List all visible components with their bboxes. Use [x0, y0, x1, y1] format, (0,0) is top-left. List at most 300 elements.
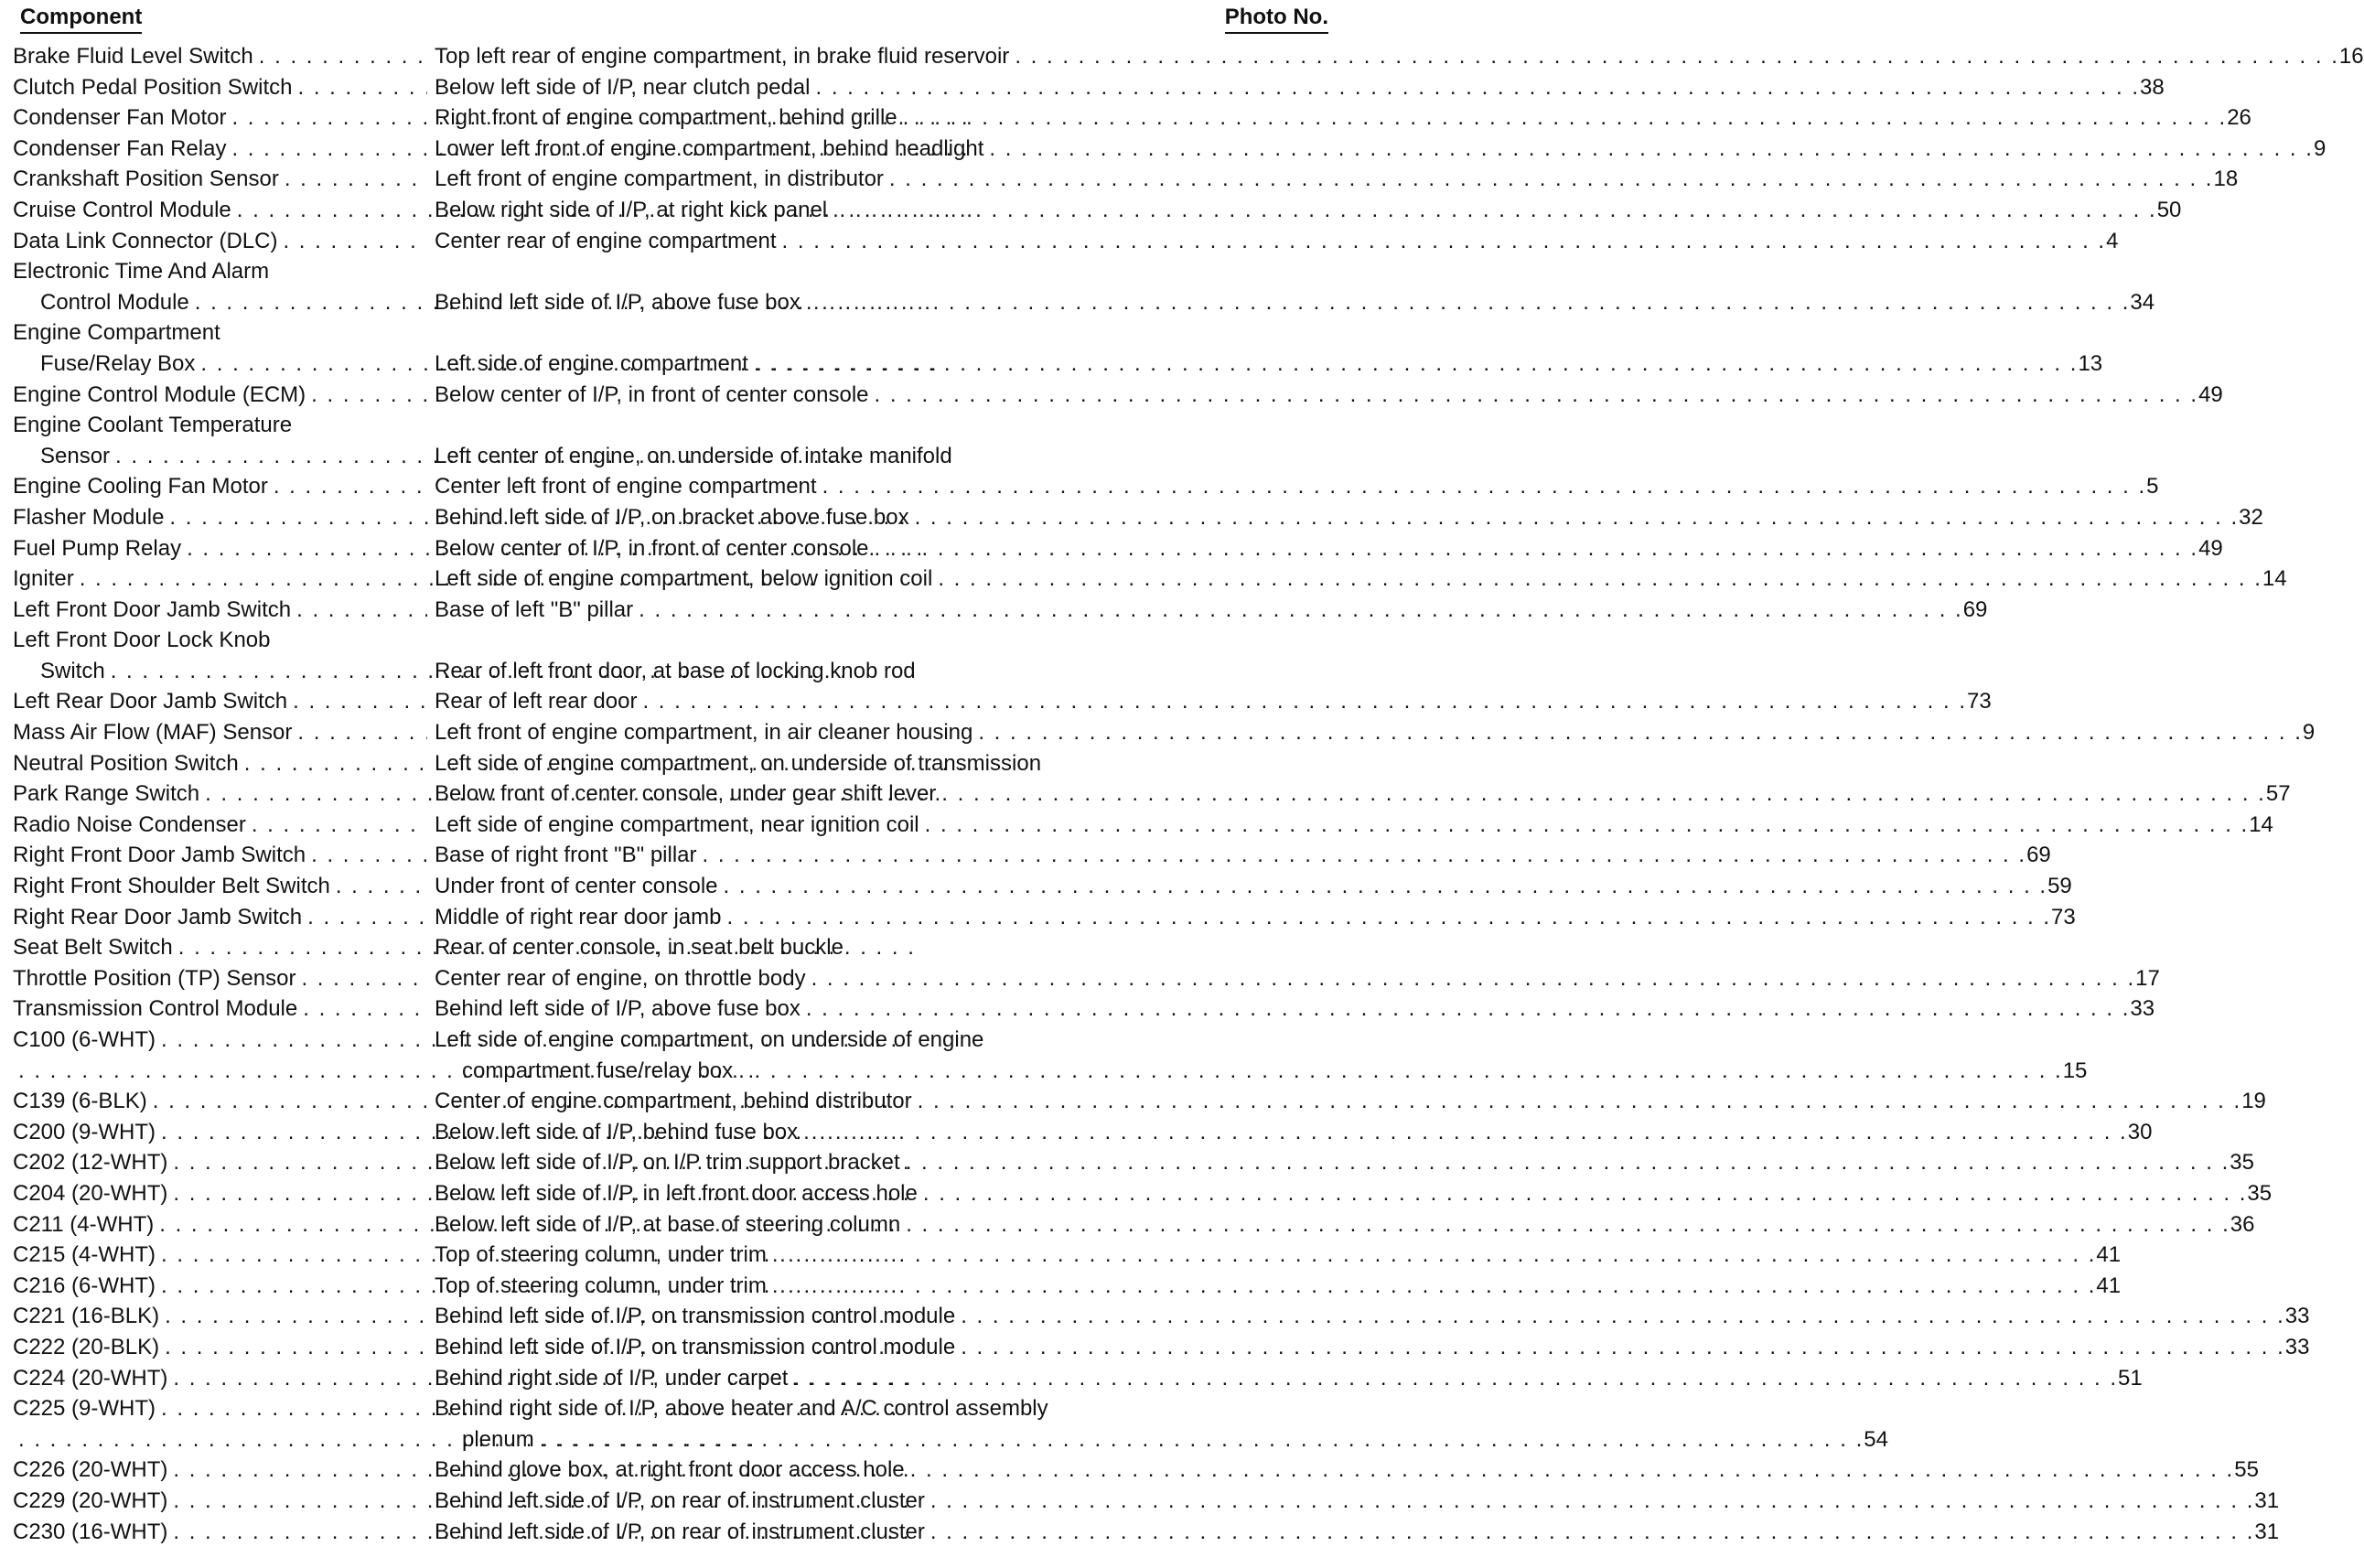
dot-leader	[921, 656, 1292, 687]
dot-leader	[910, 1455, 2235, 1486]
component-name: C216 (6-WHT)	[13, 1273, 156, 1298]
dot-leader	[849, 932, 1292, 963]
location-cell	[427, 1517, 2254, 1548]
table-row	[13, 226, 2119, 257]
location-text: Center rear of engine, on throttle body	[435, 965, 806, 991]
location-text: Left center of engine, on underside of intake manifold	[435, 443, 952, 468]
table-row	[13, 72, 2165, 103]
table-row	[13, 1178, 2273, 1209]
table-row	[13, 1424, 1888, 1455]
location-cell	[427, 226, 2106, 257]
table-row	[13, 441, 1328, 472]
dot-leader	[275, 625, 427, 656]
component-cell	[13, 810, 427, 841]
component-name: Engine Control Module (ECM)	[13, 381, 306, 407]
component-name: Clutch Pedal Position Switch	[13, 74, 293, 100]
table-row	[13, 164, 2239, 195]
component-name: Left Front Door Jamb Switch	[13, 596, 292, 622]
location-cell	[427, 1424, 1864, 1455]
location-text: Middle of right rear door jamb	[435, 904, 722, 929]
component-cell	[13, 871, 427, 902]
table-row	[13, 1025, 1328, 1056]
location-text: Behind left side of I/P, above fuse box	[435, 996, 801, 1022]
component-cell	[13, 1363, 427, 1394]
location-cell	[427, 932, 1292, 963]
location-cell	[427, 349, 2078, 380]
photo-number: 18	[2213, 166, 2239, 192]
dot-leader	[296, 595, 427, 626]
dot-leader	[938, 564, 2262, 595]
dot-leader	[307, 902, 427, 933]
location-text: Left side of engine compartment, on underside of engine	[435, 1027, 984, 1052]
photo-number: 9	[2313, 135, 2326, 161]
component-name: Cruise Control Module	[13, 197, 231, 222]
component-cell	[13, 226, 427, 257]
component-cell	[13, 1301, 427, 1332]
component-name: C215 (4-WHT)	[13, 1242, 156, 1268]
photo-number	[1292, 256, 1328, 287]
dot-leader	[978, 717, 2303, 748]
table-row	[13, 595, 1988, 626]
location-text: compartment fuse/relay box	[462, 1058, 734, 1083]
photo-number: 33	[2284, 1334, 2310, 1359]
photo-number: 50	[2156, 197, 2182, 222]
component-name: Crankshaft Position Sensor	[13, 166, 279, 192]
dot-leader	[822, 471, 2147, 502]
component-name: Neutral Position Switch	[13, 750, 239, 776]
photo-number: 14	[2262, 566, 2287, 592]
component-name: Control Module	[40, 289, 189, 315]
dot-leader	[989, 1025, 1292, 1056]
location-text: Right front of engine compartment, behind grille	[435, 105, 897, 131]
table-row	[13, 1332, 2310, 1363]
photo-number-column-header: Photo No.	[1225, 4, 1328, 34]
location-text: Behind right side of I/P, above heater and A/C control assembly	[435, 1396, 1048, 1422]
photo-number	[1292, 410, 1328, 441]
location-cell	[427, 902, 2051, 933]
photo-number: 51	[2118, 1365, 2143, 1391]
table-row	[13, 902, 2076, 933]
photo-number: 35	[2247, 1180, 2273, 1206]
dot-leader	[1047, 748, 1292, 779]
location-cell	[427, 1056, 2063, 1087]
component-cell	[13, 41, 427, 72]
dot-leader	[301, 963, 427, 994]
dot-leader	[833, 195, 2157, 226]
dot-leader	[941, 779, 2266, 810]
component-cell	[13, 686, 427, 717]
component-name: Transmission Control Module	[13, 996, 298, 1022]
location-text: Below center of I/P, in front of center console	[435, 381, 869, 407]
location-text: Top of steering column, under trim	[435, 1273, 767, 1298]
component-name: Right Front Shoulder Belt Switch	[13, 874, 330, 899]
component-cell	[13, 1517, 427, 1548]
table-row	[13, 1271, 2122, 1302]
component-name: Seat Belt Switch	[13, 935, 173, 961]
component-name: Data Link Connector (DLC)	[13, 228, 278, 253]
dot-leader	[285, 164, 427, 195]
table-row	[13, 993, 2155, 1025]
photo-number: 15	[2062, 1058, 2088, 1083]
location-text: Behind left side of I/P, above fuse box	[435, 289, 801, 315]
dot-leader	[958, 441, 1292, 472]
location-cell	[427, 1486, 2254, 1517]
dot-leader	[303, 993, 427, 1025]
component-cell	[13, 595, 427, 626]
table-body	[13, 41, 2364, 1547]
location-cell	[427, 871, 2047, 902]
dot-leader	[440, 410, 1292, 441]
table-row	[13, 349, 2103, 380]
component-name: Fuse/Relay Box	[40, 350, 196, 376]
component-cell	[13, 533, 427, 564]
location-cell	[427, 1332, 2285, 1363]
dot-leader	[961, 1332, 2285, 1363]
location-cell	[427, 164, 2213, 195]
location-cell	[427, 533, 2198, 564]
table-row	[13, 471, 2159, 502]
photo-number: 73	[2051, 904, 2076, 929]
component-cell	[13, 256, 427, 287]
location-cell	[427, 195, 2157, 226]
dot-leader	[440, 317, 1292, 349]
component-name: Radio Noise Condenser	[13, 811, 246, 837]
table-row	[13, 686, 1992, 717]
location-text: Lower left front of engine compartment, behind headlight	[435, 135, 984, 161]
photo-number: 19	[2241, 1089, 2266, 1114]
component-name: Condenser Fan Motor	[13, 105, 227, 131]
table-row	[13, 380, 2223, 411]
photo-number: 31	[2254, 1487, 2280, 1513]
location-cell	[427, 134, 2314, 165]
component-name: C100 (6-WHT)	[13, 1027, 156, 1052]
component-cell	[13, 1178, 427, 1209]
photo-number: 36	[2230, 1211, 2255, 1237]
component-name: Right Front Door Jamb Switch	[13, 843, 306, 868]
location-text: Left front of engine compartment, in air cleaner housing	[435, 720, 973, 746]
component-cell	[13, 1240, 427, 1271]
location-cell	[427, 256, 1292, 287]
dot-leader	[440, 625, 1292, 656]
location-text: Left front of engine compartment, in distributor	[435, 166, 884, 192]
photo-number: 69	[1962, 596, 1988, 622]
location-text: Below front of center console, under gear shift lever	[435, 781, 937, 807]
component-cell	[13, 134, 427, 165]
dot-leader	[772, 1271, 2097, 1302]
dot-leader	[961, 1301, 2285, 1332]
table-row	[13, 1240, 2122, 1271]
dot-leader	[903, 102, 2228, 134]
location-cell	[427, 317, 1292, 349]
location-text: Below left side of I/P, behind fuse box	[435, 1119, 799, 1144]
photo-number: 31	[2254, 1519, 2280, 1544]
component-cell	[13, 625, 427, 656]
location-text: Left side of engine compartment, below ignition coil	[435, 566, 933, 592]
dot-leader	[930, 1486, 2255, 1517]
component-name: Engine Cooling Fan Motor	[13, 474, 268, 499]
dot-leader	[642, 686, 1967, 717]
photo-number: 57	[2265, 781, 2291, 807]
dot-leader	[806, 993, 2131, 1025]
table-row	[13, 533, 2223, 564]
dot-leader	[875, 533, 2199, 564]
dot-leader	[639, 595, 1963, 626]
table-row	[13, 287, 2155, 318]
dot-leader	[754, 349, 2079, 380]
component-cell	[13, 72, 427, 103]
location-cell	[427, 1086, 2241, 1117]
location-cell	[427, 41, 2339, 72]
component-name: Engine Coolant Temperature	[13, 413, 293, 438]
location-cell	[427, 380, 2198, 411]
component-name: Left Rear Door Jamb Switch	[13, 689, 288, 714]
location-text: Behind left side of I/P, on rear of instrument cluster	[435, 1519, 925, 1544]
location-cell	[427, 471, 2146, 502]
location-cell	[427, 1178, 2247, 1209]
location-cell	[427, 625, 1292, 656]
component-name: Electronic Time And Alarm	[13, 259, 270, 285]
component-name: C226 (20-WHT)	[13, 1457, 168, 1483]
table-row	[13, 134, 2326, 165]
component-name: Fuel Pump Relay	[13, 535, 182, 561]
photo-number	[1292, 625, 1328, 656]
component-name: Park Range Switch	[13, 781, 200, 807]
dot-leader	[297, 410, 427, 441]
photo-number: 33	[2130, 996, 2155, 1022]
table-header	[13, 0, 1328, 40]
dot-leader	[724, 871, 2048, 902]
dot-leader	[703, 840, 2027, 871]
dot-leader	[811, 963, 2136, 994]
photo-number: 26	[2227, 105, 2251, 131]
component-cell	[13, 1117, 427, 1148]
photo-number: 38	[2140, 74, 2165, 100]
component-cell	[13, 1393, 427, 1424]
table-row	[13, 502, 2263, 533]
component-cell	[13, 102, 427, 134]
photo-number: 13	[2078, 350, 2103, 376]
photo-number: 41	[2096, 1242, 2122, 1268]
dot-leader	[311, 840, 427, 871]
table-row	[13, 1363, 2143, 1394]
photo-number: 49	[2198, 535, 2223, 561]
location-cell	[427, 441, 1292, 472]
location-cell	[427, 287, 2130, 318]
photo-number: 73	[1967, 689, 1992, 714]
photo-number: 33	[2284, 1304, 2310, 1329]
component-cell	[13, 441, 427, 472]
location-text: Behind right side of I/P, under carpet	[435, 1365, 789, 1391]
dot-leader	[311, 380, 427, 411]
table-row	[13, 1086, 2266, 1117]
dot-leader	[925, 810, 2250, 841]
location-text: Behind left side of I/P, on transmission control module	[435, 1334, 956, 1359]
component-cell	[13, 380, 427, 411]
location-text: Under front of center console	[435, 874, 718, 899]
location-cell	[427, 840, 2026, 871]
location-text: Center rear of engine compartment	[435, 228, 777, 253]
component-cell	[13, 1209, 427, 1240]
component-cell	[13, 748, 427, 779]
location-text: Left side of engine compartment	[435, 350, 748, 376]
location-cell	[427, 72, 2140, 103]
component-cell	[13, 1271, 427, 1302]
component-name: Brake Fluid Level Switch	[13, 44, 253, 69]
component-cell	[13, 993, 427, 1025]
location-cell	[427, 1117, 2128, 1148]
dot-leader	[772, 1240, 2097, 1271]
location-text: Base of right front "B" pillar	[435, 843, 697, 868]
table-row	[13, 1486, 2280, 1517]
location-cell	[427, 1240, 2096, 1271]
component-name: C139 (6-BLK)	[13, 1089, 147, 1114]
component-name: Mass Air Flow (MAF) Sensor	[13, 720, 293, 746]
location-cell	[427, 564, 2262, 595]
dot-leader	[274, 256, 427, 287]
dot-leader	[815, 72, 2140, 103]
location-text: Below right side of I/P, at right kick panel	[435, 197, 828, 222]
location-text: Below left side of I/P, at base of steering column	[435, 1211, 901, 1237]
photo-number: 69	[2026, 843, 2051, 868]
component-cell	[13, 902, 427, 933]
location-text: Below center of I/P, in front of center console	[435, 535, 869, 561]
dot-leader	[930, 1517, 2255, 1548]
photo-number: 41	[2096, 1273, 2122, 1298]
location-text: Below left side of I/P, in left front door access hole	[435, 1180, 918, 1206]
photo-number: 30	[2127, 1119, 2153, 1144]
component-name: C202 (12-WHT)	[13, 1150, 168, 1176]
component-cell	[13, 932, 427, 963]
photo-number: 54	[1864, 1426, 1888, 1452]
dot-leader	[918, 1086, 2242, 1117]
dot-leader	[259, 41, 427, 72]
photo-number: 32	[2239, 504, 2263, 530]
table-row	[13, 656, 1328, 687]
location-cell	[427, 1147, 2230, 1178]
table-row	[13, 779, 2291, 810]
location-cell	[427, 963, 2135, 994]
table-row	[13, 1393, 1328, 1424]
location-text: Center of engine compartment, behind distributor	[435, 1089, 912, 1114]
location-text: Behind left side of I/P, on bracket above fuse box	[435, 504, 909, 530]
table-row	[13, 1117, 2153, 1148]
table-row	[13, 717, 2316, 748]
location-text: Rear of left rear door	[435, 689, 638, 714]
table-row	[13, 963, 2160, 994]
location-cell	[427, 1271, 2096, 1302]
location-text: Base of left "B" pillar	[435, 596, 634, 622]
table-row	[13, 810, 2273, 841]
photo-number: 55	[2234, 1457, 2259, 1483]
component-cell	[13, 564, 427, 595]
component-name: C229 (20-WHT)	[13, 1487, 168, 1513]
component-name: Right Rear Door Jamb Switch	[13, 904, 303, 929]
photo-number: 9	[2302, 720, 2316, 746]
component-name: Throttle Position (TP) Sensor	[13, 965, 296, 991]
location-text: Behind left side of I/P, on rear of instrument cluster	[435, 1487, 925, 1513]
location-text: Top of steering column, under trim	[435, 1242, 767, 1268]
component-name: Flasher Module	[13, 504, 165, 530]
component-cell	[13, 1424, 427, 1455]
dot-leader	[297, 72, 427, 103]
component-cell	[13, 1056, 427, 1087]
table-row	[13, 195, 2182, 226]
component-name: C225 (9-WHT)	[13, 1396, 156, 1422]
table-row	[13, 41, 2364, 72]
dot-leader	[252, 810, 427, 841]
location-text: Below left side of I/P, near clutch pedal	[435, 74, 811, 100]
location-cell	[427, 410, 1292, 441]
component-cell	[13, 656, 427, 687]
location-cell	[427, 102, 2227, 134]
component-name: C230 (16-WHT)	[13, 1519, 168, 1544]
photo-number	[1292, 932, 1328, 963]
location-text: plenum	[462, 1426, 534, 1452]
component-name: Engine Compartment	[13, 320, 220, 346]
component-name: C200 (9-WHT)	[13, 1119, 156, 1144]
photo-number	[1292, 748, 1328, 779]
table-row	[13, 625, 1328, 656]
table-row	[13, 1056, 2088, 1087]
component-cell	[13, 164, 427, 195]
dot-leader	[440, 256, 1292, 287]
photo-number: 17	[2135, 965, 2160, 991]
table-row	[13, 748, 1328, 779]
component-cell	[13, 349, 427, 380]
location-cell	[427, 1393, 1292, 1424]
photo-number	[1292, 656, 1328, 687]
table-row	[13, 1301, 2310, 1332]
photo-number: 35	[2230, 1150, 2254, 1176]
component-name: Igniter	[13, 566, 74, 592]
table-row	[13, 1147, 2254, 1178]
photo-number	[1292, 317, 1328, 349]
dot-leader	[803, 1117, 2128, 1148]
component-name: Condenser Fan Relay	[13, 135, 227, 161]
photo-number: 59	[2047, 874, 2072, 899]
component-name: C224 (20-WHT)	[13, 1365, 168, 1391]
component-cell	[13, 502, 427, 533]
photo-number: 16	[2338, 44, 2364, 69]
dot-leader	[738, 1056, 2063, 1087]
location-cell	[427, 810, 2249, 841]
dot-leader	[293, 686, 427, 717]
component-cell	[13, 1147, 427, 1178]
table-row	[13, 1209, 2255, 1240]
component-cell	[13, 317, 427, 349]
location-text: Behind left side of I/P, on transmission control module	[435, 1304, 956, 1329]
table-row	[13, 840, 2051, 871]
photo-number	[1292, 1393, 1328, 1424]
location-text: Left side of engine compartment, near ignition coil	[435, 811, 919, 837]
table-row	[13, 102, 2251, 134]
component-cell	[13, 410, 427, 441]
location-cell	[427, 1209, 2230, 1240]
dot-leader	[274, 471, 427, 502]
dot-leader	[1054, 1393, 1292, 1424]
component-cell	[13, 195, 427, 226]
location-cell	[427, 779, 2266, 810]
component-cell	[13, 779, 427, 810]
component-cell	[13, 1486, 427, 1517]
component-name: Left Front Door Lock Knob	[13, 628, 271, 653]
location-cell	[427, 656, 1292, 687]
component-cell	[13, 717, 427, 748]
table-row	[13, 410, 1328, 441]
component-name: Switch	[40, 658, 105, 683]
location-cell	[427, 686, 1967, 717]
dot-leader	[283, 226, 427, 257]
